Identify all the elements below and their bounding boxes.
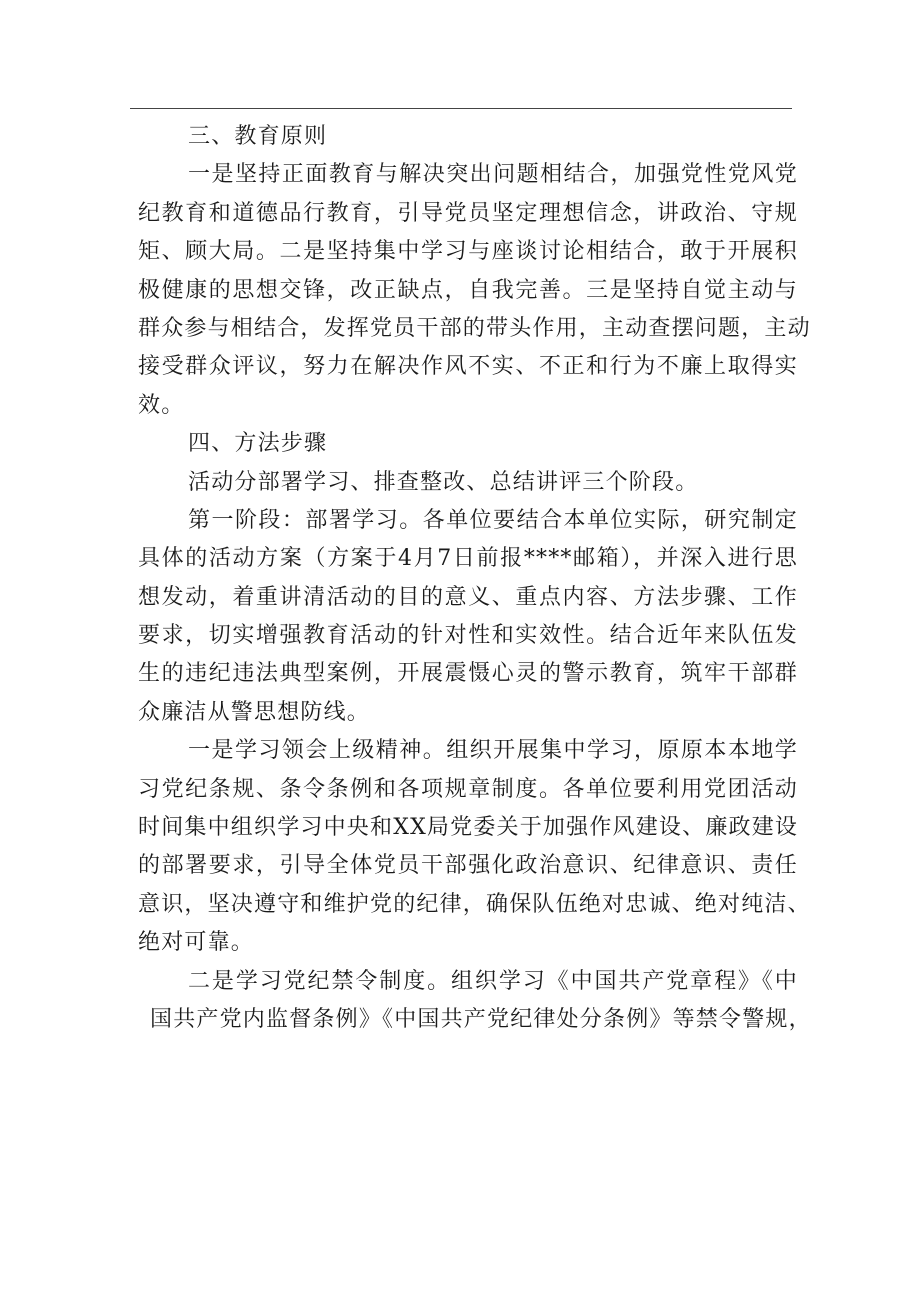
paragraph-line: 一是坚持正面教育与解决突出问题相结合，加强党性党风党: [188, 162, 798, 188]
section-heading-4: 四、方法步骤: [188, 431, 328, 457]
paragraph-line: 绝对可靠。: [138, 930, 255, 956]
document-body: [138, 118, 812, 1039]
paragraph-line: 活动分部署学习、排查整改、总结讲评三个阶段。: [188, 469, 699, 495]
section-heading-3: 三、教育原则: [188, 124, 328, 149]
paragraph-line: 效。: [138, 392, 185, 418]
paragraph-line: 国共产党内监督条例》《中国共产党纪律处分条例》等禁令警规，: [150, 1006, 812, 1032]
paragraph-line: 想发动，着重讲清活动的目的意义、重点内容、方法步骤、工作: [138, 584, 798, 610]
paragraph-line: 矩、顾大局。二是坚持集中学习与座谈讨论相结合，敢于开展积: [138, 239, 798, 265]
paragraph-line: 生的违纪违法典型案例，开展震慑心灵的警示教育，筑牢干部群: [138, 661, 798, 687]
paragraph-line: 群众参与相结合，发挥党员干部的带头作用，主动查摆问题，主动: [138, 315, 811, 341]
paragraph-line: 极健康的思想交锋，改正缺点，自我完善。三是坚持自觉主动与: [138, 277, 798, 303]
paragraph-line: 具体的活动方案（方案于4月7日前报****邮箱），并深入进行思: [138, 546, 798, 572]
paragraph-line: 的部署要求，引导全体党员干部强化政治意识、纪律意识、责任: [138, 853, 798, 879]
paragraph-line: 纪教育和道德品行教育，引导党员坚定理想信念，讲政治、守规: [138, 200, 798, 226]
paragraph-line: 二是学习党纪禁令制度。组织学习《中国共产党章程》《中: [188, 968, 798, 994]
paragraph-line: 习党纪条规、条令条例和各项规章制度。各单位要利用党团活动: [138, 776, 798, 802]
header-rule: [130, 108, 792, 109]
paragraph-line: 一是学习领会上级精神。组织开展集中学习，原原本本地学: [188, 738, 798, 764]
paragraph-line: 第一阶段：部署学习。各单位要结合本单位实际，研究制定: [188, 507, 798, 533]
paragraph-line: 要求，切实增强教育活动的针对性和实效性。结合近年来队伍发: [138, 623, 798, 649]
paragraph-line: 意识，坚决遵守和维护党的纪律，确保队伍绝对忠诚、绝对纯洁、: [138, 891, 811, 917]
paragraph-line: 接受群众评议，努力在解决作风不实、不正和行为不廉上取得实: [138, 354, 798, 380]
paragraph-line: 众廉洁从警思想防线。: [138, 699, 371, 725]
paragraph-line: 时间集中组织学习中央和XX局党委关于加强作风建设、廉政建设: [138, 815, 799, 841]
